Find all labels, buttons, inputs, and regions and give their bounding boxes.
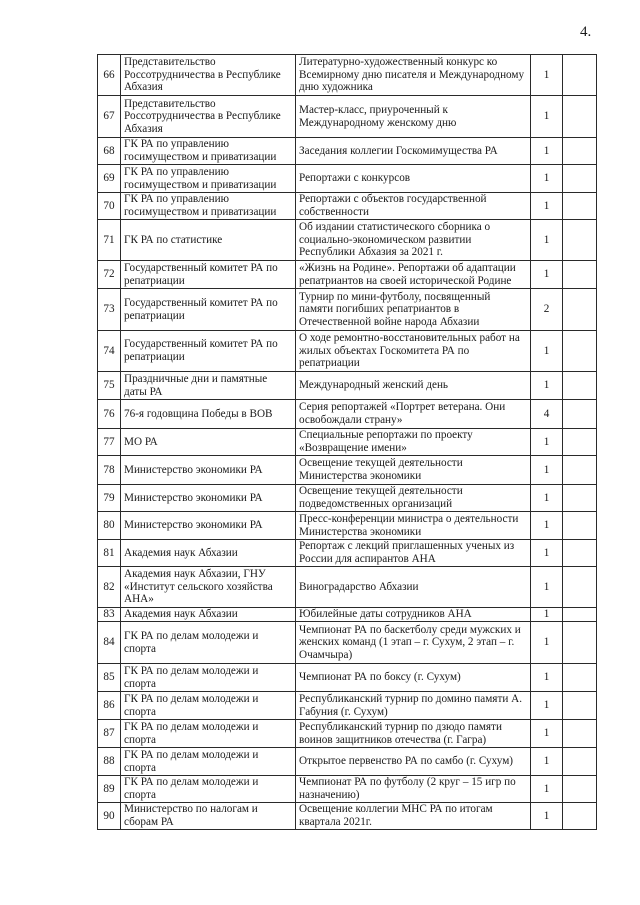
quantity-cell: 1 bbox=[531, 608, 563, 622]
organization-cell: ГК РА по делам молодежи и спорта bbox=[121, 748, 296, 776]
empty-cell bbox=[563, 261, 597, 289]
row-number: 76 bbox=[98, 400, 121, 429]
row-number: 86 bbox=[98, 692, 121, 720]
row-number: 71 bbox=[98, 220, 121, 261]
empty-cell bbox=[563, 622, 597, 664]
event-cell: Пресс-конференции министра о деятельности Министерства экономики bbox=[296, 512, 531, 540]
page-number: 4. bbox=[580, 24, 592, 40]
row-number: 81 bbox=[98, 540, 121, 567]
organization-cell: ГК РА по управлению госимуществом и приватизации bbox=[121, 193, 296, 220]
quantity-cell: 1 bbox=[531, 692, 563, 720]
media-plan-table bbox=[97, 54, 597, 830]
table-row bbox=[98, 720, 597, 748]
quantity-cell: 1 bbox=[531, 622, 563, 664]
empty-cell bbox=[563, 512, 597, 540]
organization-cell: Академия наук Абхазии bbox=[121, 608, 296, 622]
quantity-cell: 1 bbox=[531, 803, 563, 830]
quantity-cell: 1 bbox=[531, 331, 563, 372]
quantity-cell: 1 bbox=[531, 664, 563, 692]
table-row bbox=[98, 400, 597, 429]
empty-cell bbox=[563, 220, 597, 261]
event-cell: Репортажи с объектов государственной собственности bbox=[296, 193, 531, 220]
event-cell: Чемпионат РА по футболу (2 круг – 15 игр по назначению) bbox=[296, 776, 531, 803]
organization-cell: Государственный комитет РА по репатриации bbox=[121, 289, 296, 331]
organization-cell: ГК РА по делам молодежи и спорта bbox=[121, 622, 296, 664]
event-cell: Об издании статистического сборника о социально-экономическом развитии Республики Абхазия за 2021 г. bbox=[296, 220, 531, 261]
empty-cell bbox=[563, 720, 597, 748]
quantity-cell: 2 bbox=[531, 289, 563, 331]
empty-cell bbox=[563, 664, 597, 692]
organization-cell: ГК РА по управлению госимуществом и приватизации bbox=[121, 165, 296, 193]
organization-cell: Министерство экономики РА bbox=[121, 485, 296, 512]
table-row bbox=[98, 55, 597, 96]
quantity-cell: 1 bbox=[531, 748, 563, 776]
quantity-cell: 1 bbox=[531, 485, 563, 512]
event-cell: Международный женский день bbox=[296, 372, 531, 400]
event-cell: Чемпионат РА по баскетболу среди мужских и женских команд (1 этап – г. Сухум, 2 этап – г. Очамчыра) bbox=[296, 622, 531, 664]
quantity-cell: 1 bbox=[531, 372, 563, 400]
organization-cell: Праздничные дни и памятные даты РА bbox=[121, 372, 296, 400]
quantity-cell: 1 bbox=[531, 138, 563, 165]
quantity-cell: 4 bbox=[531, 400, 563, 429]
quantity-cell: 1 bbox=[531, 720, 563, 748]
table-row bbox=[98, 803, 597, 830]
organization-cell: ГК РА по делам молодежи и спорта bbox=[121, 720, 296, 748]
organization-cell: ГК РА по делам молодежи и спорта bbox=[121, 776, 296, 803]
table-row bbox=[98, 165, 597, 193]
quantity-cell: 1 bbox=[531, 540, 563, 567]
event-cell: Юбилейные даты сотрудников АНА bbox=[296, 608, 531, 622]
table-row bbox=[98, 540, 597, 567]
row-number: 79 bbox=[98, 485, 121, 512]
row-number: 78 bbox=[98, 456, 121, 485]
event-cell: Литературно-художественный конкурс ко Всемирному дню писателя и Международному дню художника bbox=[296, 55, 531, 96]
quantity-cell: 1 bbox=[531, 193, 563, 220]
table-row bbox=[98, 193, 597, 220]
quantity-cell: 1 bbox=[531, 55, 563, 96]
table-row bbox=[98, 96, 597, 138]
organization-cell: МО РА bbox=[121, 429, 296, 456]
organization-cell: Представительство Россотрудничества в Республике Абхазия bbox=[121, 96, 296, 138]
empty-cell bbox=[563, 540, 597, 567]
event-cell: Чемпионат РА по боксу (г. Сухум) bbox=[296, 664, 531, 692]
row-number: 75 bbox=[98, 372, 121, 400]
organization-cell: Академия наук Абхазии, ГНУ «Институт сельского хозяйства АНА» bbox=[121, 567, 296, 608]
empty-cell bbox=[563, 165, 597, 193]
empty-cell bbox=[563, 567, 597, 608]
event-cell: Республиканский турнир по дзюдо памяти воинов защитников отечества (г. Гагра) bbox=[296, 720, 531, 748]
event-cell: Специальные репортажи по проекту «Возвращение имени» bbox=[296, 429, 531, 456]
quantity-cell: 1 bbox=[531, 776, 563, 803]
event-cell: О ходе ремонтно-восстановительных работ на жилых объектах Госкомитета РА по репатриации bbox=[296, 331, 531, 372]
organization-cell: Государственный комитет РА по репатриации bbox=[121, 331, 296, 372]
organization-cell: Министерство по налогам и сборам РА bbox=[121, 803, 296, 830]
empty-cell bbox=[563, 55, 597, 96]
empty-cell bbox=[563, 372, 597, 400]
event-cell: Серия репортажей «Портрет ветерана. Они освобождали страну» bbox=[296, 400, 531, 429]
quantity-cell: 1 bbox=[531, 429, 563, 456]
organization-cell: Министерство экономики РА bbox=[121, 512, 296, 540]
organization-cell: Академия наук Абхазии bbox=[121, 540, 296, 567]
quantity-cell: 1 bbox=[531, 261, 563, 289]
row-number: 74 bbox=[98, 331, 121, 372]
event-cell: Заседания коллегии Госкомимущества РА bbox=[296, 138, 531, 165]
empty-cell bbox=[563, 429, 597, 456]
event-cell: Освещение коллегии МНС РА по итогам квартала 2021г. bbox=[296, 803, 531, 830]
table-row bbox=[98, 567, 597, 608]
event-cell: Репортажи с конкурсов bbox=[296, 165, 531, 193]
quantity-cell: 1 bbox=[531, 567, 563, 608]
event-cell: «Жизнь на Родине». Репортажи об адаптации репатриантов на своей исторической Родине bbox=[296, 261, 531, 289]
organization-cell: 76-я годовщина Победы в ВОВ bbox=[121, 400, 296, 429]
table-row bbox=[98, 456, 597, 485]
table-row bbox=[98, 776, 597, 803]
row-number: 84 bbox=[98, 622, 121, 664]
table-row bbox=[98, 692, 597, 720]
empty-cell bbox=[563, 456, 597, 485]
row-number: 70 bbox=[98, 193, 121, 220]
event-cell: Репортаж с лекций приглашенных ученых из России для аспирантов АНА bbox=[296, 540, 531, 567]
quantity-cell: 1 bbox=[531, 220, 563, 261]
empty-cell bbox=[563, 692, 597, 720]
table-row bbox=[98, 485, 597, 512]
row-number: 83 bbox=[98, 608, 121, 622]
empty-cell bbox=[563, 289, 597, 331]
row-number: 89 bbox=[98, 776, 121, 803]
row-number: 90 bbox=[98, 803, 121, 830]
table-row bbox=[98, 429, 597, 456]
quantity-cell: 1 bbox=[531, 96, 563, 138]
row-number: 85 bbox=[98, 664, 121, 692]
table-row bbox=[98, 138, 597, 165]
event-cell: Республиканский турнир по домино памяти А. Габуния (г. Сухум) bbox=[296, 692, 531, 720]
event-cell: Открытое первенство РА по самбо (г. Сухум) bbox=[296, 748, 531, 776]
organization-cell: ГК РА по делам молодежи и спорта bbox=[121, 692, 296, 720]
table-row bbox=[98, 372, 597, 400]
empty-cell bbox=[563, 485, 597, 512]
event-cell: Освещение текущей деятельности Министерства экономики bbox=[296, 456, 531, 485]
row-number: 73 bbox=[98, 289, 121, 331]
row-number: 69 bbox=[98, 165, 121, 193]
quantity-cell: 1 bbox=[531, 512, 563, 540]
row-number: 77 bbox=[98, 429, 121, 456]
row-number: 66 bbox=[98, 55, 121, 96]
table-row bbox=[98, 331, 597, 372]
empty-cell bbox=[563, 608, 597, 622]
row-number: 80 bbox=[98, 512, 121, 540]
table-row bbox=[98, 748, 597, 776]
row-number: 67 bbox=[98, 96, 121, 138]
organization-cell: Представительство Россотрудничества в Республике Абхазия bbox=[121, 55, 296, 96]
table-row bbox=[98, 220, 597, 261]
organization-cell: Министерство экономики РА bbox=[121, 456, 296, 485]
row-number: 68 bbox=[98, 138, 121, 165]
empty-cell bbox=[563, 96, 597, 138]
empty-cell bbox=[563, 748, 597, 776]
empty-cell bbox=[563, 331, 597, 372]
event-cell: Освещение текущей деятельности подведомственных организаций bbox=[296, 485, 531, 512]
empty-cell bbox=[563, 138, 597, 165]
table-row bbox=[98, 664, 597, 692]
empty-cell bbox=[563, 776, 597, 803]
table-row bbox=[98, 261, 597, 289]
row-number: 72 bbox=[98, 261, 121, 289]
event-cell: Мастер-класс, приуроченный к Международному женскому дню bbox=[296, 96, 531, 138]
organization-cell: ГК РА по делам молодежи и спорта bbox=[121, 664, 296, 692]
quantity-cell: 1 bbox=[531, 456, 563, 485]
empty-cell bbox=[563, 193, 597, 220]
row-number: 87 bbox=[98, 720, 121, 748]
quantity-cell: 1 bbox=[531, 165, 563, 193]
row-number: 88 bbox=[98, 748, 121, 776]
table-row bbox=[98, 622, 597, 664]
organization-cell: ГК РА по управлению госимуществом и приватизации bbox=[121, 138, 296, 165]
table-row bbox=[98, 289, 597, 331]
organization-cell: ГК РА по статистике bbox=[121, 220, 296, 261]
table-row bbox=[98, 608, 597, 622]
empty-cell bbox=[563, 400, 597, 429]
empty-cell bbox=[563, 803, 597, 830]
table-row bbox=[98, 512, 597, 540]
organization-cell: Государственный комитет РА по репатриации bbox=[121, 261, 296, 289]
event-cell: Турнир по мини-футболу, посвященный памяти погибших репатриантов в Отечественной войне народа Абхазии bbox=[296, 289, 531, 331]
event-cell: Виноградарство Абхазии bbox=[296, 567, 531, 608]
row-number: 82 bbox=[98, 567, 121, 608]
